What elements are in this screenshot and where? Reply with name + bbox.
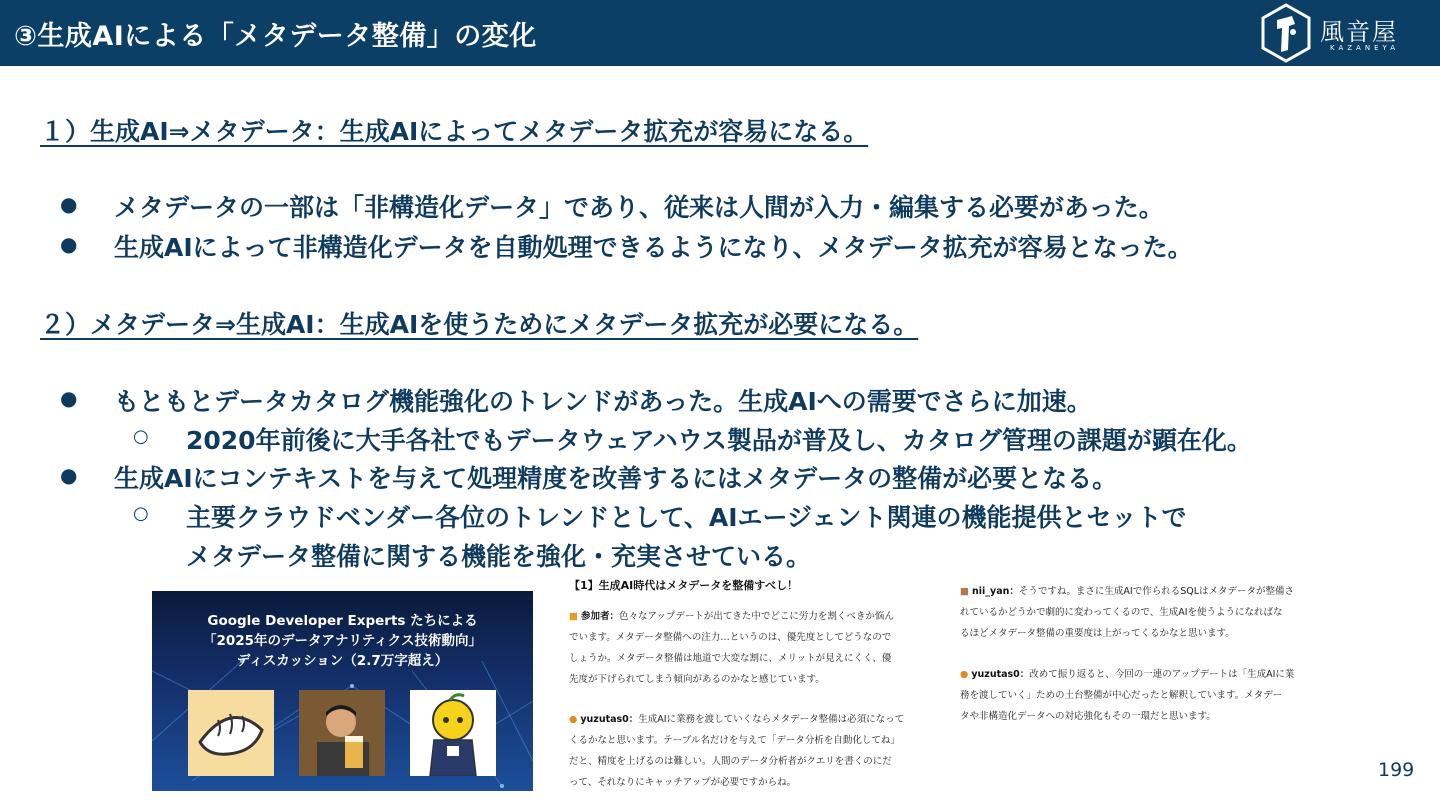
logo-mark-icon — [1258, 2, 1314, 64]
yuzu-character-icon — [410, 690, 496, 776]
quote-line: 務を渡していく」ための土台整備が中心だったと解釈しています。メタデー — [960, 690, 1283, 701]
header-bar — [0, 0, 1440, 66]
avatar-photo — [299, 690, 385, 776]
quote-line: れているかどうかで劇的に変わってくるので、生成AIを使うようになればな — [960, 607, 1283, 618]
bullet-dot: ● — [60, 386, 78, 410]
bullet-dot: ● — [60, 463, 78, 487]
quote-text: 生成AIに業務を渡していくならメタデータ整備は必須になって — [638, 714, 905, 725]
speaker-name: yuzutas0： — [971, 669, 1030, 680]
page-number: 199 — [1378, 759, 1415, 781]
section2-sub-bullet-2-line1: 主要クラウドベンダー各位のトレンドとして、AIエージェント関連の機能提供とセットで — [186, 503, 1187, 532]
logo-subtitle: KAZANEYA — [1330, 44, 1400, 52]
quote-text: 色々なアップデートが出てきた中でどこに労力を割くべきか悩ん — [619, 611, 894, 622]
thumbnail-line-2: 「2025年のデータアナリティクス技術動向」 — [202, 633, 483, 649]
nii-yan-icon: ■ — [960, 586, 969, 597]
article-right-paragraph-2 — [960, 664, 1294, 727]
section2-bullet-2: 生成AIにコンテキストを与えて処理精度を改善するにはメタデータの整備が必要となる。 — [114, 464, 1118, 493]
speaker-name: nii_yan： — [972, 586, 1019, 597]
logo-name: 風音屋 — [1320, 18, 1398, 46]
participant-icon: ■ — [569, 611, 578, 622]
quote-line: って、それなりにキャッチアップが必要ですからね。 — [569, 777, 797, 788]
section2-sub-bullet-2-line2: メタデータ整備に関する機能を強化・充実させている。 — [186, 542, 812, 571]
article-left-paragraph-2 — [569, 709, 904, 793]
quote-line: 先度が下げられてしまう傾向があるのかなと感じています。 — [569, 674, 825, 685]
sub-bullet-circle: ○ — [133, 503, 149, 524]
article-thumbnail — [152, 591, 533, 791]
quote-line: くるかなと思います。テーブル名だけを与えて「データ分析を自動化してね」 — [569, 735, 900, 746]
section2-heading: ２）メタデータ⇒生成AI：生成AIを使うためにメタデータ拡充が必要になる。 — [40, 310, 919, 339]
gyoza-icon — [188, 690, 274, 776]
quote-line: タや非構造化データへの対応強化もその一環だと思います。 — [960, 711, 1216, 722]
quote-line: るほどメタデータ整備の重要度は上がってくるかなと思います。 — [960, 628, 1235, 639]
section1-heading: １）生成AI⇒メタデータ：生成AIによってメタデータ拡充が容易になる。 — [40, 117, 869, 146]
slide-title: ③生成AIによる「メタデータ整備」の変化 — [14, 21, 537, 52]
quote-text: 改めて振り返ると、今回の一連のアップデートは「生成AIに業 — [1029, 669, 1295, 680]
quote-line: しょうか。メタデータ整備は地道で大変な割に、メリットが見えにくく、優 — [569, 653, 892, 664]
person-photo-icon — [299, 690, 385, 776]
quote-text: そうですね。まさに生成AIで作られるSQLはメタデータが整備さ — [1018, 586, 1295, 597]
quote-line: だと、精度を上げるのは難しい。人間のデータ分析者がクエリを書くのにだ — [569, 756, 892, 767]
thumbnail-line-3: ディスカッション（2.7万字超え） — [236, 653, 449, 669]
quote-line — [960, 581, 1294, 602]
thumbnail-line-1: Google Developer Experts たちによる — [207, 613, 478, 629]
avatar-yuzu-character — [410, 690, 496, 776]
quote-line — [569, 709, 904, 730]
bullet-dot: ● — [60, 232, 78, 256]
yuzu-small-icon: ● — [960, 669, 969, 680]
article-title: 【1】生成AI時代はメタデータを整備すべし！ — [569, 579, 799, 592]
sub-bullet-circle: ○ — [133, 426, 149, 447]
company-logo — [1258, 2, 1408, 64]
article-right-paragraph-1 — [960, 581, 1294, 644]
speaker-name: 参加者： — [581, 611, 620, 622]
section2-bullet-1: もともとデータカタログ機能強化のトレンドがあった。生成AIへの需要でさらに加速。 — [114, 387, 1092, 416]
quote-line — [569, 606, 894, 627]
speaker-name: yuzutas0： — [580, 714, 639, 725]
section2-sub-bullet-1: 2020年前後に大手各社でもデータウェアハウス製品が普及し、カタログ管理の課題が顕在化。 — [186, 426, 1252, 455]
yuzu-small-icon: ● — [569, 714, 578, 725]
quote-line — [960, 664, 1294, 685]
section1-bullet-1: メタデータの一部は「非構造化データ」であり、従来は人間が入力・編集する必要があった。 — [114, 193, 1164, 222]
bullet-dot: ● — [60, 192, 78, 216]
article-left-paragraph-1 — [569, 606, 894, 690]
section1-bullet-2: 生成AIによって非構造化データを自動処理できるようになり、メタデータ拡充が容易となった。 — [114, 233, 1193, 262]
quote-line: でいます。メタデータ整備への注力…というのは、優先度としてどうなので — [569, 632, 892, 643]
avatar-gyoza — [188, 690, 274, 776]
